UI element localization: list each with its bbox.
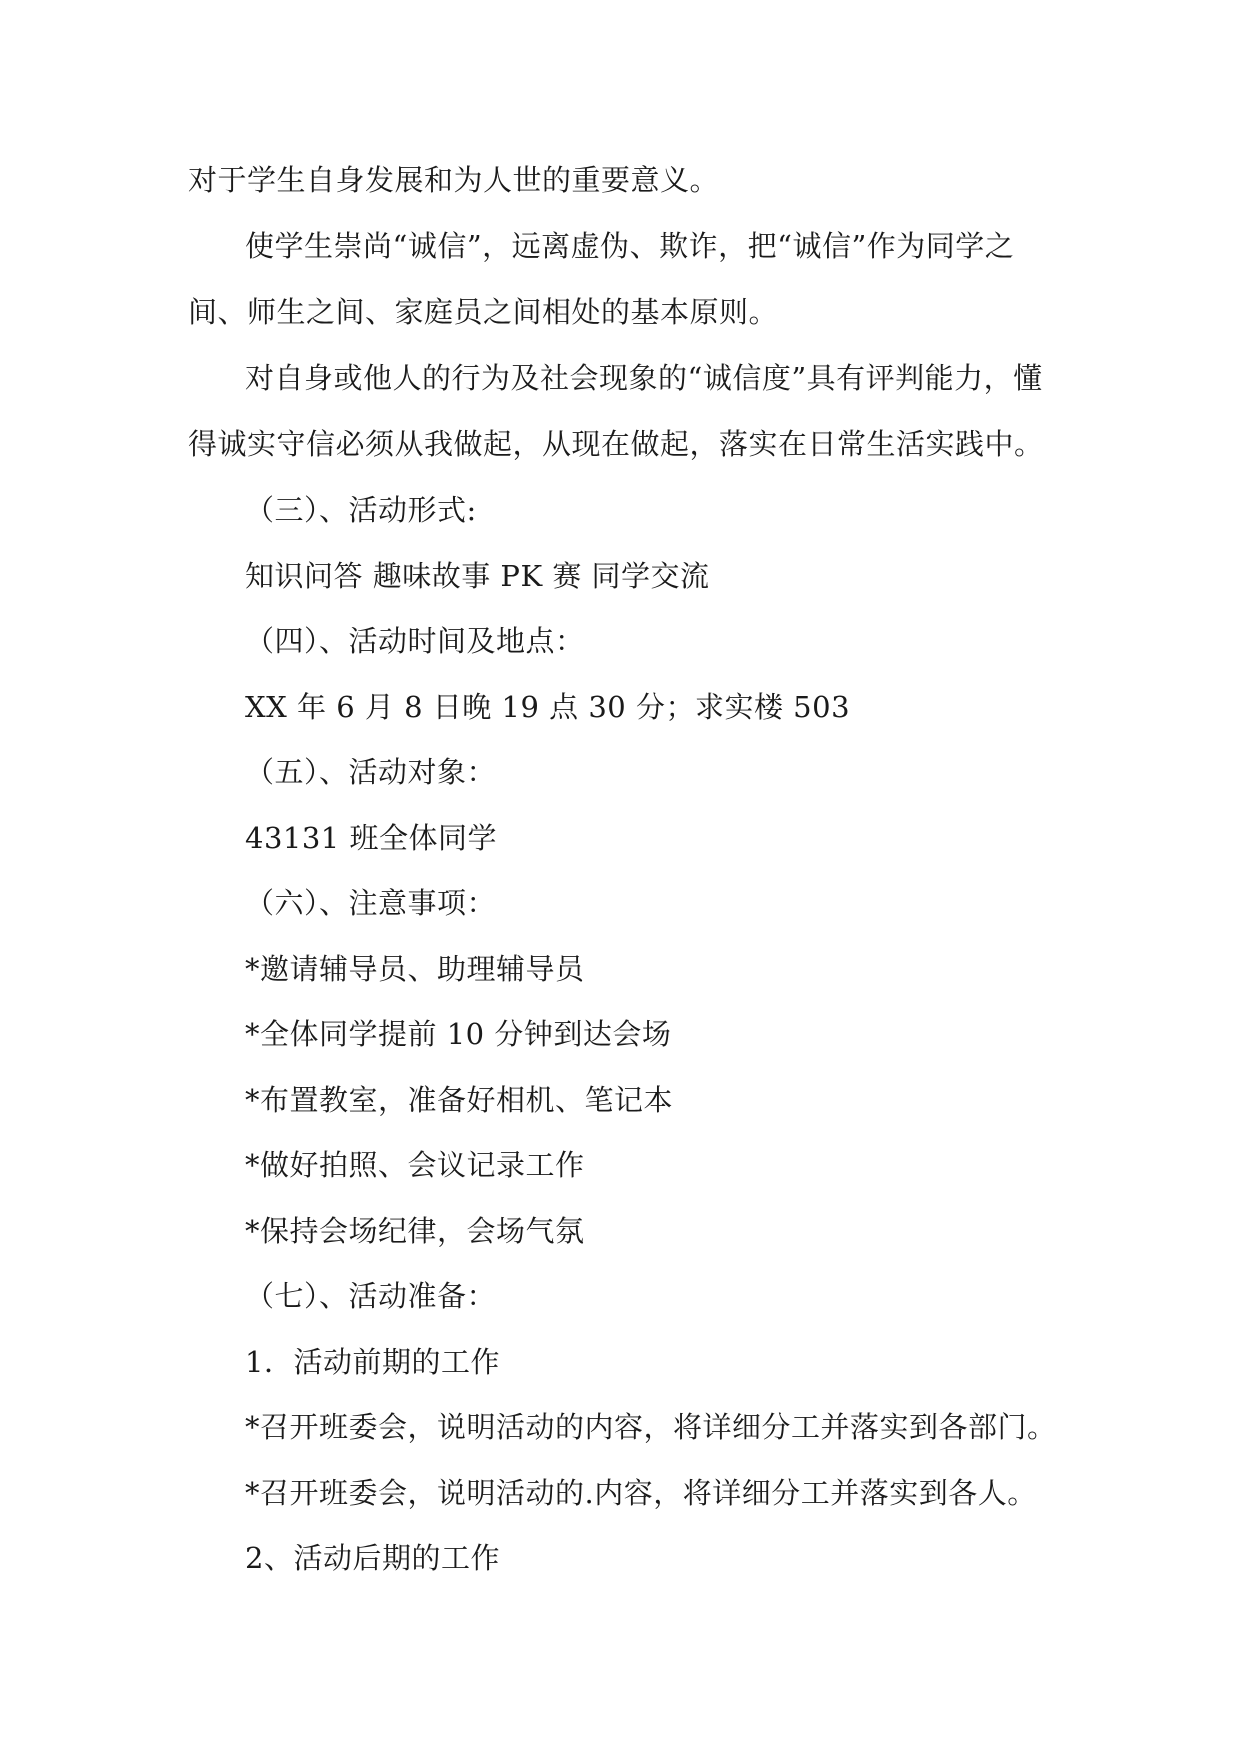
participants-text: 43131 班全体同学 [245, 821, 497, 855]
paragraph-line-3: 间、师生之间、家庭员之间相处的基本原则。 [188, 295, 779, 329]
preparation-item-2: *召开班委会，说明活动的.内容，将详细分工并落实到各人。 [245, 1476, 1037, 1510]
note-item-4: *做好拍照、会议记录工作 [245, 1148, 585, 1182]
note-item-3: *布置教室，准备好相机、笔记本 [245, 1083, 674, 1117]
section-heading-time-place: （四）、活动时间及地点： [245, 624, 585, 658]
section-heading-participants: （五）、活动对象： [245, 755, 497, 789]
paragraph-line-4: 对自身或他人的行为及社会现象的“诚信度”具有评判能力，懂 [245, 361, 1043, 395]
section-heading-preparation: （七）、活动准备： [245, 1279, 497, 1313]
preparation-subheading-2: 2、活动后期的工作 [245, 1541, 500, 1575]
note-item-1: *邀请辅导员、助理辅导员 [245, 952, 585, 986]
time-place-text: XX 年 6 月 8 日晚 19 点 30 分；求实楼 503 [245, 690, 851, 724]
preparation-item-1: *召开班委会，说明活动的内容，将详细分工并落实到各部门。 [245, 1410, 1057, 1444]
note-item-5: *保持会场纪律，会场气氛 [245, 1214, 585, 1248]
section-heading-activity-form: （三）、活动形式: [245, 493, 477, 527]
activity-form-text: 知识问答 趣味故事 PK 赛 同学交流 [245, 559, 710, 593]
section-heading-notes: （六）、注意事项： [245, 886, 497, 920]
paragraph-line-5: 得诚实守信必须从我做起，从现在做起，落实在日常生活实践中。 [188, 427, 1044, 461]
note-item-2: *全体同学提前 10 分钟到达会场 [245, 1017, 672, 1051]
preparation-subheading-1: 1．活动前期的工作 [245, 1345, 500, 1379]
paragraph-line-2: 使学生崇尚“诚信”，远离虚伪、欺诈，把“诚信”作为同学之 [245, 229, 1015, 263]
paragraph-line-1: 对于学生自身发展和为人世的重要意义。 [188, 163, 720, 197]
